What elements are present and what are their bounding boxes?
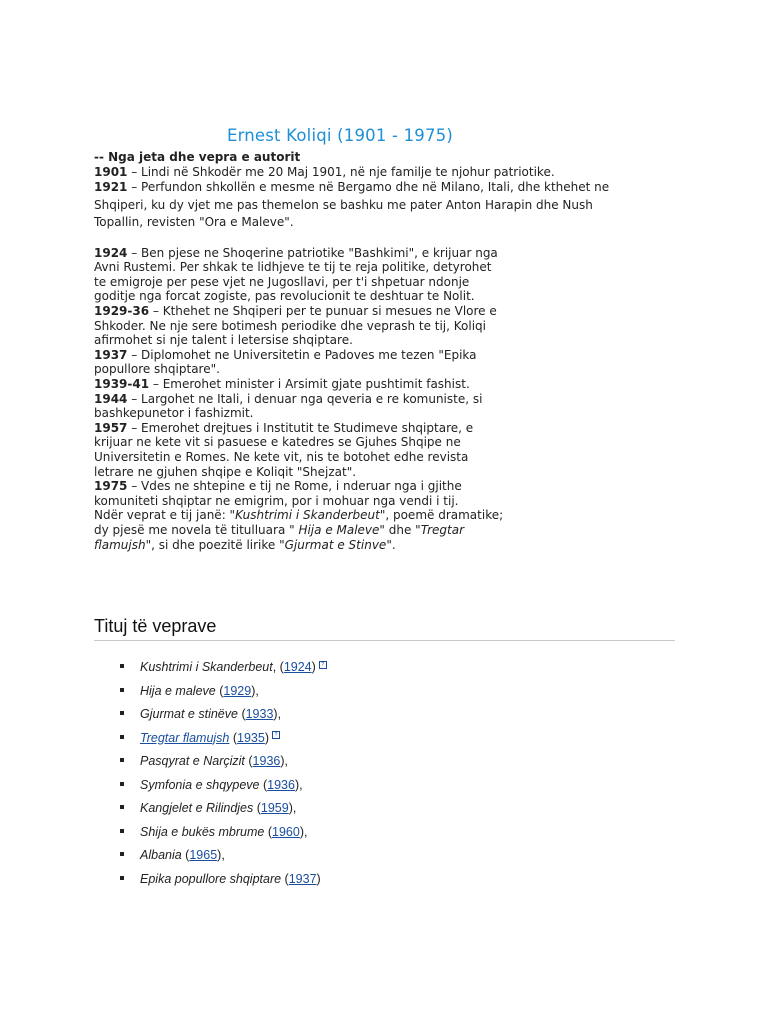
- closing-line-3: flamujsh", si dhe poezitë lirike "Gjurmat e Stinve".: [94, 537, 396, 552]
- list-item: [0, 754, 700, 774]
- list-item: [0, 872, 700, 892]
- list-item: [0, 707, 700, 727]
- work-year-link[interactable]: 1924: [283, 660, 312, 674]
- work-year-link[interactable]: 1960: [272, 824, 300, 839]
- bio-entry-1957: 1957 – Emerohet drejtues i Institutit te Studimeve shqiptare, e: [94, 420, 474, 435]
- bullet-icon: [120, 876, 124, 880]
- bio-entry-line: popullore shqiptare".: [94, 362, 220, 377]
- bio-entry-1944: 1944 – Largohet ne Itali, i denuar nga qeveria e re komuniste, si: [94, 391, 483, 406]
- bio-entry-line: te emigroje per pese vjet ne Jugosllavi, per t'i shpetuar ndonje: [94, 274, 470, 289]
- work-year-link[interactable]: 1933: [245, 707, 274, 721]
- list-item: [0, 684, 700, 704]
- bio-year: 1944: [94, 391, 128, 406]
- bio-entry-1921: 1921 – Perfundon shkollën e mesme në Bergamo dhe në Milano, Itali, dhe kthehet ne: [94, 180, 610, 195]
- work-entry: Pasqyrat e Narçizit (1936),: [140, 754, 288, 768]
- reference-icon[interactable]: ?: [272, 731, 280, 739]
- bullet-icon: [120, 782, 124, 786]
- work-entry: Albania (1965),: [140, 848, 225, 862]
- work-title: Kangjelet e Rilindjes: [140, 801, 254, 815]
- closing-line-1: Ndër veprat e tij janë: "Kushtrimi i Skanderbeut", poemë dramatike;: [94, 508, 504, 523]
- bio-year: 1929-36: [94, 304, 150, 319]
- bio-entry-1975: 1975 – Vdes ne shtepine e tij ne Rome, i nderuar nga i gjithe: [94, 479, 462, 494]
- work-entry: Tregtar flamujsh (1935) ?: [140, 731, 280, 745]
- closing-line-2: dy pjesë me novela të titulluara " Hija e Maleve" dhe "Tregtar: [94, 522, 465, 537]
- bio-entry-1937: 1937 – Diplomohet ne Universitetin e Padoves me tezen "Epika: [94, 347, 477, 362]
- bio-year: 1975: [94, 479, 128, 494]
- work-title: Kushtrimi i Skanderbeut: [140, 660, 273, 674]
- biography-entries: [94, 165, 684, 509]
- bio-entry-1924: 1924 – Ben pjese ne Shoqerine patriotike "Bashkimi", e krijuar nga: [94, 245, 498, 260]
- list-item: [0, 825, 700, 845]
- work-year-link[interactable]: 1965: [189, 848, 218, 862]
- work-entry: Kushtrimi i Skanderbeut, (1924) ?: [140, 660, 327, 674]
- biography: [94, 150, 684, 552]
- bullet-icon: [120, 829, 124, 833]
- page-title: Ernest Koliqi (1901 - 1975): [226, 126, 454, 145]
- paragraph-gap: [94, 232, 684, 246]
- bullet-icon: [120, 711, 124, 715]
- work-entry: Gjurmat e stinëve (1933),: [140, 707, 282, 721]
- work-year-link[interactable]: 1936: [267, 777, 295, 792]
- bio-entry-line: letrare ne gjuhen shqipe e Koliqit "Shejzat".: [94, 464, 357, 479]
- work-title: Pasqyrat e Narçizit: [140, 754, 245, 768]
- bio-entry-1901: 1901 – Lindi në Shkodër me 20 Maj 1901, në nje familje te njohur patriotike.: [94, 164, 555, 179]
- works-heading: Tituj të veprave: [94, 616, 217, 636]
- bio-entry-line: afirmohet si nje talent i letersise shqiptare.: [94, 333, 353, 348]
- list-item: [0, 731, 700, 751]
- work-entry: Hija e maleve (1929),: [140, 683, 259, 698]
- reference-icon[interactable]: ?: [319, 661, 327, 669]
- list-item: [0, 848, 700, 868]
- work-title: Albania: [140, 848, 182, 862]
- bio-entry-line: Topallin, revisten "Ora e Maleve".: [94, 215, 294, 230]
- bio-entry-line: goditje nga forcat zogiste, pas revolucionit te deshtuar te Nolit.: [94, 289, 475, 304]
- work-year-link[interactable]: 1936: [252, 754, 281, 768]
- bio-year: 1939-41: [94, 377, 150, 392]
- bullet-icon: [120, 688, 124, 692]
- bio-entry-line: komuniteti shqiptar ne emigrim, por i mohuar nga vendi i tij.: [94, 493, 459, 508]
- bullet-icon: [120, 664, 124, 668]
- work-year-link[interactable]: 1959: [260, 801, 289, 815]
- bio-entry-line: Avni Rustemi. Per shkak te lidhjeve te tij te reja politike, detyrohet: [94, 260, 492, 275]
- bio-entry-1929-36: 1929-36 – Kthehet ne Shqiperi per te punuar si mesues ne Vlore e: [94, 304, 497, 319]
- bullet-icon: [120, 852, 124, 856]
- bio-entry-line: bashkepunetor i fashizmit.: [94, 406, 254, 421]
- bio-entry-line: Shkoder. Ne nje sere botimesh periodike dhe veprash te tij, Koliqi: [94, 318, 486, 333]
- work-year-link[interactable]: 1937: [288, 871, 317, 886]
- work-title: Symfonia e shqypeve: [140, 777, 260, 792]
- list-item: [0, 778, 700, 798]
- bullet-icon: [120, 758, 124, 762]
- work-title: Shija e bukës mbrume: [140, 824, 265, 839]
- bio-entry-1939-41: 1939-41 – Emerohet minister i Arsimit gjate pushtimit fashist.: [94, 377, 470, 392]
- heading-divider: [94, 640, 675, 641]
- bio-entry-line: krijuar ne kete vit si pasuese e katedres se Gjuhes Shqipe ne: [94, 435, 461, 450]
- bio-year: 1921: [94, 180, 128, 195]
- work-year-link[interactable]: 1935: [237, 730, 265, 745]
- work-year-link[interactable]: 1929: [223, 683, 252, 698]
- bullet-icon: [120, 735, 124, 739]
- bullet-icon: [120, 805, 124, 809]
- work-entry: Epika popullore shqiptare (1937): [140, 871, 321, 886]
- work-title: Gjurmat e stinëve: [140, 707, 238, 721]
- bio-entry-line: Universitetin e Romes. Ne kete vit, nis te botohet edhe revista: [94, 450, 469, 464]
- list-item: [0, 660, 700, 680]
- work-entry: Shija e bukës mbrume (1960),: [140, 824, 308, 839]
- bio-entry-line: Shqiperi, ku dy vjet me pas themelon se bashku me pater Anton Harapin dhe Nush: [94, 197, 593, 212]
- bio-year: 1937: [94, 347, 128, 362]
- bio-year: 1957: [94, 420, 128, 435]
- work-title: Hija e maleve: [140, 683, 216, 698]
- work-title: Epika popullore shqiptare: [140, 871, 282, 886]
- work-title-link[interactable]: Tregtar flamujsh: [140, 730, 230, 745]
- work-entry: Kangjelet e Rilindjes (1959),: [140, 801, 297, 815]
- subtitle: -- Nga jeta dhe vepra e autorit: [94, 150, 301, 164]
- list-item: [0, 801, 700, 821]
- bio-year: 1924: [94, 245, 128, 260]
- work-entry: Symfonia e shqypeve (1936),: [140, 777, 303, 792]
- bio-year: 1901: [94, 164, 128, 179]
